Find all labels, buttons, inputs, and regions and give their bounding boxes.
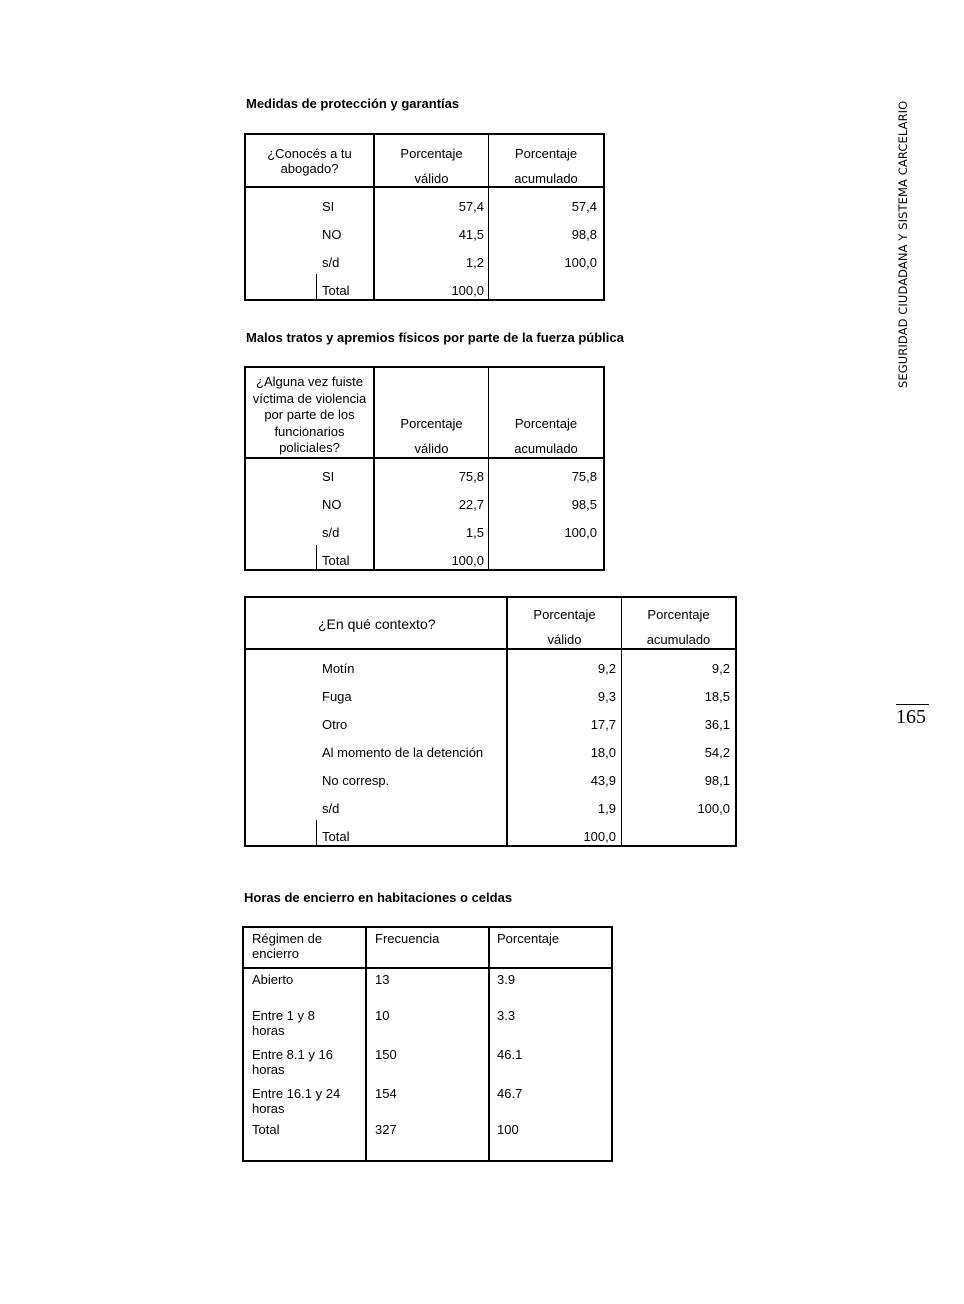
table1-row-cum: 100,0: [564, 255, 597, 270]
table1-total-divider: [316, 274, 317, 301]
table1-row-cum: 98,8: [571, 227, 597, 242]
table2-question-line: funcionarios: [274, 423, 345, 439]
table4-total-label: [252, 1122, 279, 1137]
table2-col-divider: [373, 366, 375, 571]
table4-frame: [242, 926, 613, 1162]
table4-row-frequency: 150: [375, 1047, 397, 1062]
table4-row-percentage: 3.9: [497, 972, 516, 987]
table3-row-cum: 36,1: [704, 717, 730, 732]
table4-row-label-line: Entre 16.1 y 24: [252, 1086, 341, 1101]
table2-row-label: NO: [322, 497, 342, 512]
table3-row-label: Fuga: [322, 689, 352, 704]
table3-row-cum: 9,2: [711, 661, 730, 676]
table3-row-cum: 100,0: [697, 801, 730, 816]
table4-row-percentage: 3.3: [497, 1008, 516, 1023]
table3-row-label: Otro: [322, 717, 348, 732]
table3-row-valid: 17,7: [590, 717, 616, 732]
running-header: [896, 98, 912, 388]
table3-row-label: No corresp.: [322, 773, 390, 788]
table2-question-line: por parte de los: [264, 407, 355, 422]
table1-row-label: s/d: [322, 255, 340, 270]
table2-title: Malos tratos y apremios físicos por parte de la fuerza pública: [246, 330, 624, 345]
table2-header-valid: Porcentaje: [400, 416, 463, 431]
table4-header-percentage: Porcentaje: [497, 931, 560, 946]
table4-row-label-line: Total: [252, 1122, 280, 1137]
table1-header-cum: Porcentaje: [514, 146, 578, 161]
table1-header-cum-sub: acumulado: [514, 171, 578, 186]
table4-row-label: [252, 972, 293, 987]
table2-row-label: s/d: [322, 525, 340, 540]
table3-header-valid: Porcentaje: [533, 607, 596, 622]
table3-row-valid: 9,3: [597, 689, 616, 704]
table3-row-cum: 54,2: [704, 745, 730, 760]
table4-total-frequency: 327: [375, 1122, 397, 1137]
table3-total-valid: 100,0: [583, 829, 616, 844]
table4-row-frequency: 10: [375, 1008, 390, 1023]
table3-row-cum: 98,1: [704, 773, 730, 788]
table4-row-label: [252, 1008, 315, 1038]
table3-header-rule: [244, 648, 737, 650]
table4-row-label-line: Abierto: [252, 972, 294, 987]
table4-col-divider: [365, 926, 367, 1162]
table1-row-valid: 1,2: [465, 255, 484, 270]
table4-header-regime: [252, 931, 322, 961]
table4-header-frequency: Frecuencia: [375, 931, 440, 946]
table2-question-line: ¿Alguna vez fuiste: [256, 374, 363, 389]
table4-row-label-line: Entre 8.1 y 16: [252, 1047, 333, 1062]
table2-total-valid: 100,0: [451, 553, 484, 568]
table2-question-line: policiales?: [279, 440, 340, 455]
table2-row-valid: 22,7: [458, 497, 484, 512]
table4-header-regime-line: Régimen de: [252, 931, 323, 946]
table4-row-percentage: 46.7: [497, 1086, 523, 1101]
table2-header-cum-sub: acumulado: [514, 441, 578, 456]
table4-row-percentage: 46.1: [497, 1047, 523, 1062]
table1-total-valid: 100,0: [451, 283, 484, 298]
table1-header-rule: [244, 186, 605, 188]
table2-header-valid-sub: válido: [414, 441, 449, 456]
table2-row-cum: 100,0: [564, 525, 597, 540]
table1-question: ¿Conocés a tu abogado?: [267, 146, 352, 176]
table3-question: ¿En qué contexto?: [318, 616, 436, 632]
table3-row-valid: 9,2: [597, 661, 616, 676]
table2-row-cum: 75,8: [571, 469, 597, 484]
table4-row-label-line: horas: [252, 1101, 285, 1116]
table4-row-label-line: horas: [252, 1062, 285, 1077]
table2-question: [246, 374, 373, 457]
table4-title: Horas de encierro en habitaciones o celdas: [244, 890, 513, 905]
table3-header-cum-sub: acumulado: [646, 632, 711, 647]
table4-row-label-line: Entre 1 y 8: [252, 1008, 315, 1023]
table4-header-rule: [242, 967, 613, 969]
table2-row-valid: 75,8: [458, 469, 484, 484]
table2-row-valid: 1,5: [465, 525, 484, 540]
table1-row-label: SI: [322, 199, 335, 214]
table4-row-label-line: horas: [252, 1023, 285, 1038]
table3-total-label: Total: [322, 829, 350, 844]
table4-row-frequency: 13: [375, 972, 390, 987]
table4-total-percentage: 100: [497, 1122, 519, 1137]
table4-header-regime-line: encierro: [252, 946, 299, 961]
table2-question-line: víctima de violencia: [252, 390, 367, 406]
table2-header-cum: Porcentaje: [514, 416, 578, 431]
page-number-rule: [896, 704, 929, 705]
table1-row-valid: 57,4: [458, 199, 484, 214]
table2-total-label: Total: [322, 553, 350, 568]
table3-total-divider: [316, 820, 317, 847]
table1-header-valid-sub: válido: [414, 171, 449, 186]
table4-row-frequency: 154: [375, 1086, 397, 1101]
table3-row-label: Al momento de la detención: [322, 745, 484, 760]
table1-total-label: Total: [322, 283, 350, 298]
table2-row-cum: 98,5: [571, 497, 597, 512]
table3-row-valid: 43,9: [590, 773, 616, 788]
table3-row-label: Motín: [322, 661, 355, 676]
table2-header-rule: [244, 457, 605, 459]
page-number: 165: [896, 706, 926, 728]
table2-total-divider: [316, 545, 317, 571]
table4-row-label: [252, 1047, 333, 1077]
running-header-text: SEGURIDAD CIUDADANA Y SISTEMA CARCELARIO: [896, 100, 910, 388]
table1-row-label: NO: [322, 227, 342, 242]
table3-header-cum: Porcentaje: [647, 607, 710, 622]
table3-row-valid: 1,9: [597, 801, 616, 816]
table2-row-label: SI: [322, 469, 335, 484]
table1-row-valid: 41,5: [458, 227, 484, 242]
table4-col-divider: [488, 926, 490, 1162]
table3-header-valid-sub: válido: [547, 632, 582, 647]
table2-col-divider: [488, 366, 489, 571]
table3-row-label: s/d: [322, 801, 340, 816]
table1-row-cum: 57,4: [571, 199, 597, 214]
table1-title: Medidas de protección y garantías: [246, 96, 460, 111]
table1-header-valid: Porcentaje: [400, 146, 463, 161]
table3-row-valid: 18,0: [590, 745, 616, 760]
table3-row-cum: 18,5: [704, 689, 730, 704]
table4-row-label: [252, 1086, 340, 1116]
